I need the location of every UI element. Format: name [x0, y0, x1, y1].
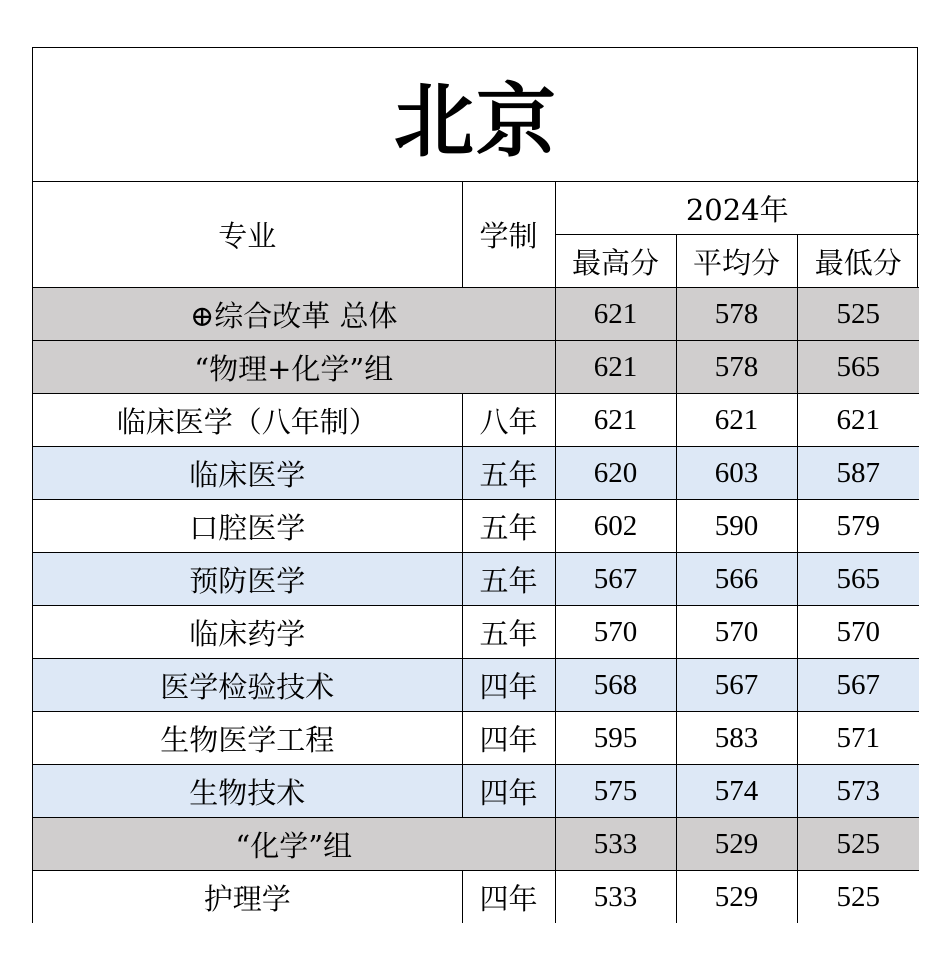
major-name: 口腔医学	[33, 500, 462, 553]
table-row	[33, 659, 919, 712]
header-max-score: 最高分	[555, 235, 676, 288]
major-name: 生物技术	[33, 765, 462, 818]
max-score: 533	[555, 818, 676, 871]
max-score: 621	[555, 288, 676, 341]
table-row	[33, 818, 919, 871]
duration: 五年	[462, 500, 555, 553]
avg-score: 578	[676, 288, 797, 341]
min-score: 573	[797, 765, 919, 818]
avg-score: 529	[676, 818, 797, 871]
group-name: “物理+化学”组	[33, 341, 555, 394]
major-name: 临床药学	[33, 606, 462, 659]
table-row	[33, 394, 919, 447]
max-score: 533	[555, 871, 676, 924]
duration: 四年	[462, 712, 555, 765]
min-score: 621	[797, 394, 919, 447]
major-name: 预防医学	[33, 553, 462, 606]
min-score: 525	[797, 288, 919, 341]
table-row	[33, 500, 919, 553]
group-name: ⊕综合改革 总体	[33, 288, 555, 341]
min-score: 579	[797, 500, 919, 553]
avg-score: 621	[676, 394, 797, 447]
header-year: 2024年	[555, 182, 919, 235]
max-score: 602	[555, 500, 676, 553]
score-table	[33, 48, 919, 923]
duration: 五年	[462, 553, 555, 606]
avg-score: 578	[676, 341, 797, 394]
header-duration: 学制	[462, 182, 555, 288]
min-score: 571	[797, 712, 919, 765]
max-score: 621	[555, 341, 676, 394]
avg-score: 583	[676, 712, 797, 765]
avg-score: 566	[676, 553, 797, 606]
table-row	[33, 447, 919, 500]
table-row	[33, 871, 919, 924]
avg-score: 590	[676, 500, 797, 553]
duration: 五年	[462, 606, 555, 659]
max-score: 570	[555, 606, 676, 659]
min-score: 567	[797, 659, 919, 712]
max-score: 620	[555, 447, 676, 500]
major-name: 医学检验技术	[33, 659, 462, 712]
avg-score: 574	[676, 765, 797, 818]
avg-score: 529	[676, 871, 797, 924]
table-row	[33, 341, 919, 394]
table-row	[33, 553, 919, 606]
min-score: 525	[797, 818, 919, 871]
table-row	[33, 712, 919, 765]
table-row	[33, 288, 919, 341]
table-row	[33, 765, 919, 818]
max-score: 568	[555, 659, 676, 712]
avg-score: 567	[676, 659, 797, 712]
min-score: 587	[797, 447, 919, 500]
header-avg-score: 平均分	[676, 235, 797, 288]
max-score: 567	[555, 553, 676, 606]
duration: 八年	[462, 394, 555, 447]
max-score: 621	[555, 394, 676, 447]
major-name: 临床医学	[33, 447, 462, 500]
duration: 五年	[462, 447, 555, 500]
max-score: 595	[555, 712, 676, 765]
avg-score: 603	[676, 447, 797, 500]
score-table-container	[32, 47, 918, 923]
table-row	[33, 606, 919, 659]
major-name: 生物医学工程	[33, 712, 462, 765]
header-min-score: 最低分	[797, 235, 919, 288]
duration: 四年	[462, 659, 555, 712]
min-score: 525	[797, 871, 919, 924]
min-score: 565	[797, 341, 919, 394]
min-score: 565	[797, 553, 919, 606]
max-score: 575	[555, 765, 676, 818]
table-title: 北京	[33, 48, 919, 182]
min-score: 570	[797, 606, 919, 659]
major-name: 临床医学（八年制）	[33, 394, 462, 447]
major-name: 护理学	[33, 871, 462, 924]
duration: 四年	[462, 765, 555, 818]
avg-score: 570	[676, 606, 797, 659]
group-name: “化学”组	[33, 818, 555, 871]
header-major: 专业	[33, 182, 462, 288]
duration: 四年	[462, 871, 555, 924]
